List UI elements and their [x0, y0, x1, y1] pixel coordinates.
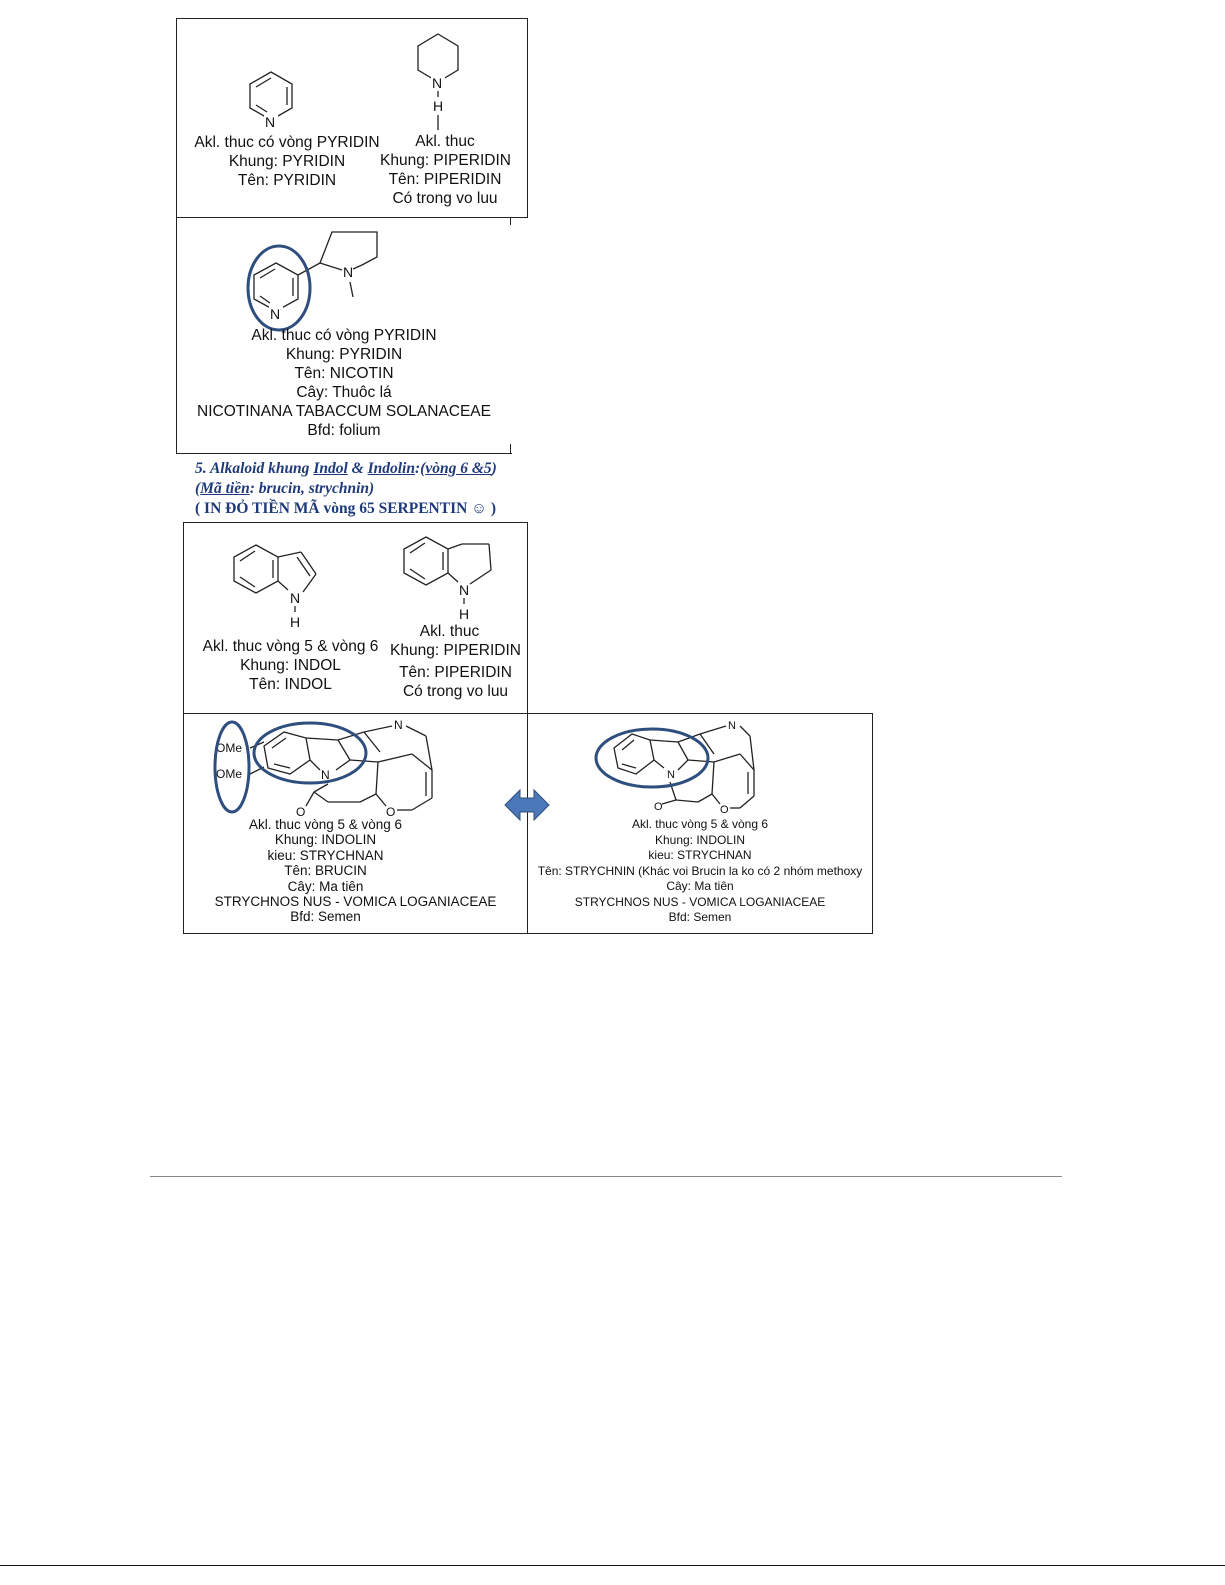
brucin-atom-o2: O	[386, 805, 396, 819]
pyridin-atom-n: N	[265, 114, 276, 130]
heading-matien: Mã tiền	[200, 480, 250, 497]
pyridin-caption-line2: Khung: PYRIDIN	[228, 153, 346, 170]
piperidin-caption-line3: Tên: PIPERIDIN	[388, 171, 502, 188]
nicotin-caption	[176, 326, 512, 440]
brucin-caption-line2: Khung: INDOLIN	[274, 832, 377, 848]
strychnin-caption-line4: Tên: STRYCHNIN (Khác voi Brucin la ko có 2 nhóm methoxy	[537, 863, 863, 878]
piperidin-caption-line4: Có trong vo luu	[392, 190, 498, 207]
pyridin-caption	[176, 133, 398, 190]
double-arrow-icon	[503, 788, 551, 822]
nicotin-atom-n-pyrrol: N	[343, 264, 354, 280]
indol-atom-n: N	[290, 590, 301, 606]
indol-atom-h: H	[290, 614, 301, 630]
nicotin-caption-line1: Akl. thuc có vòng PYRIDIN	[251, 327, 437, 344]
indolin-atom-h: H	[459, 606, 470, 622]
brucin-caption	[183, 817, 528, 925]
piperidin-caption-line1: Akl. thuc	[415, 133, 475, 150]
brucin-atom-n1: N	[321, 768, 330, 782]
strychnin-atom-o1: O	[654, 801, 663, 813]
strychnin-caption-line6: STRYCHNOS NUS - VOMICA LOGANIACEAE	[574, 894, 826, 909]
indol-caption	[183, 637, 398, 694]
strychnin-caption-line5: Cây: Ma tiên	[666, 879, 734, 893]
heading-text-c: :(	[414, 460, 426, 477]
strychnine-structure	[590, 712, 770, 822]
heading-text-d: )	[491, 460, 497, 477]
piperidin-caption	[380, 132, 510, 208]
strychnin-indolin-highlight	[596, 729, 708, 787]
nicotin-caption-line2: Khung: PYRIDIN	[285, 346, 403, 363]
strychnin-caption-line1: Akl. thuc vòng 5 & vòng 6	[631, 817, 769, 831]
indol-caption-line3: Tên: INDOL	[249, 676, 332, 693]
heading-line2	[195, 479, 497, 499]
section-heading	[195, 459, 497, 519]
strychnin-atom-n1: N	[667, 769, 675, 781]
brucin-ome-1: OMe	[216, 741, 243, 755]
indol-caption-line1: Akl. thuc vòng 5 & vòng 6	[202, 638, 379, 655]
heading-line2-rest: : brucin, strychnin)	[249, 480, 375, 497]
brucine-structure	[200, 712, 460, 832]
brucin-caption-line7: Bfd: Semen	[290, 909, 361, 925]
heading-indolin: Indolin	[367, 460, 415, 477]
indoline-structure	[396, 532, 526, 624]
strychnin-caption-line2: Khung: INDOLIN	[654, 832, 746, 847]
nicotine-structure	[240, 225, 400, 335]
heading-line1	[195, 459, 497, 479]
strychnin-caption-line7: Bfd: Semen	[668, 910, 732, 924]
footer-line	[0, 1565, 1225, 1566]
heading-text-a: Alkaloid khung	[209, 460, 314, 477]
brucin-atom-o1: O	[296, 805, 306, 819]
strychnin-atom-o2: O	[720, 804, 729, 816]
brucin-caption-line4: Tên: BRUCIN	[284, 863, 367, 879]
pyridin-caption-line3: Tên: PYRIDIN	[237, 172, 337, 189]
brucin-caption-line5: Cây: Ma tiên	[287, 878, 364, 894]
strychnin-atom-n2: N	[728, 720, 736, 732]
indole-structure	[226, 540, 336, 632]
heading-number: 5.	[195, 460, 210, 477]
strychnin-caption-line3: kieu: STRYCHNAN	[648, 848, 752, 862]
brucin-caption-line6: STRYCHNOS NUS - VOMICA LOGANIACEAE	[214, 894, 497, 910]
strychnin-caption	[527, 817, 873, 926]
page-separator	[150, 1176, 1062, 1177]
pyridine-structure	[240, 68, 310, 134]
indol-caption-line2: Khung: INDOL	[240, 657, 341, 674]
pyridin-caption-line1: Akl. thuc có vòng PYRIDIN	[194, 134, 380, 151]
indolin-caption-line3: Tên: PIPERIDIN	[399, 664, 512, 681]
indolin-caption-line4: Có trong vo luu	[402, 683, 509, 700]
nicotin-caption-line3: Tên: NICOTIN	[294, 365, 394, 382]
indolin-caption-line2: Khung: PIPERIDIN	[390, 642, 521, 659]
piperidin-atom-n: N	[432, 75, 443, 91]
nicotin-caption-line4: Cây: Thuôc lá	[296, 384, 392, 401]
brucin-atom-n2: N	[394, 718, 403, 732]
indolin-atom-n: N	[459, 582, 470, 598]
indolin-caption-line1: Akl. thuc	[419, 623, 480, 640]
indolin-caption	[388, 622, 523, 701]
nicotin-atom-n-ring: N	[270, 306, 281, 322]
brucin-indolin-highlight	[254, 723, 366, 783]
nicotin-caption-line5: NICOTINANA TABACCUM SOLANACEAE	[197, 403, 491, 420]
brucin-ome-2: OMe	[216, 767, 243, 781]
heading-indol: Indol	[313, 460, 348, 477]
nicotin-caption-line6: Bfd: folium	[307, 422, 381, 439]
piperidin-atom-h: H	[433, 98, 444, 114]
heading-text-b: &	[347, 460, 368, 477]
brucin-caption-line3: kieu: STRYCHNAN	[267, 847, 384, 863]
heading-vong: vòng 6 &5	[425, 460, 492, 477]
brucin-caption-line1: Akl. thuc vòng 5 & vòng 6	[248, 817, 403, 832]
heading-line2-open: (	[195, 480, 201, 497]
piperidin-caption-line2: Khung: PIPERIDIN	[380, 152, 511, 169]
piperidine-structure	[410, 30, 470, 140]
heading-line3: ( IN ĐỎ TIỀN MÃ vòng 65 SERPENTIN ☺ )	[195, 500, 497, 517]
